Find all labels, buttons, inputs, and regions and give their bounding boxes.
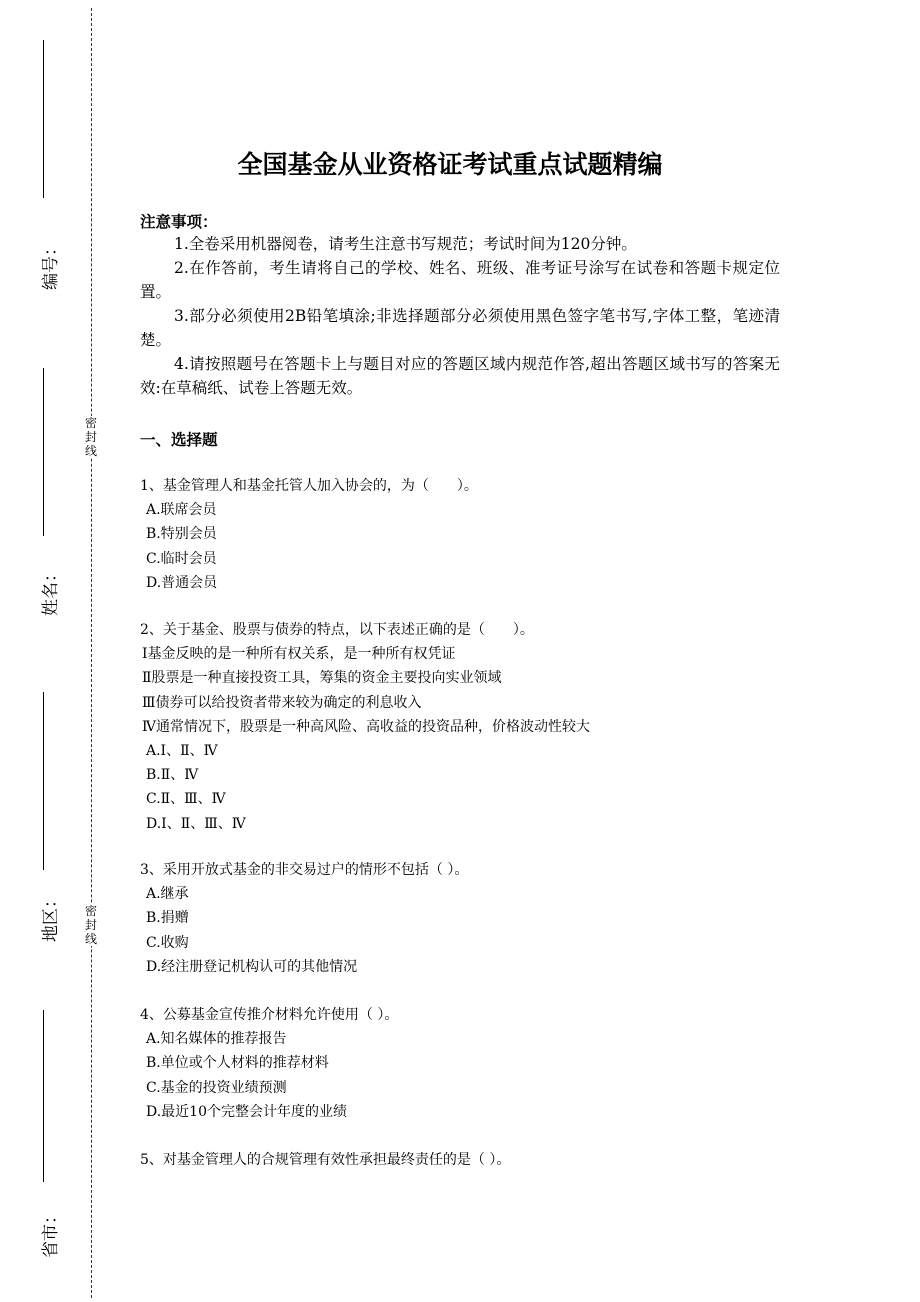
notice-item: 1.全卷采用机器阅卷，请考生注意书写规范；考试时间为120分钟。 xyxy=(174,235,637,253)
option-d: D.普通会员 xyxy=(146,574,218,591)
notice-heading: 注意事项： xyxy=(140,213,218,231)
name-label: 姓名： xyxy=(41,565,61,616)
question-3 xyxy=(140,858,468,979)
option-b: B.特别会员 xyxy=(146,526,217,543)
option-c: C.临时会员 xyxy=(146,550,217,567)
option-c: C.基金的投资业绩预测 xyxy=(146,1079,287,1096)
name-fill-line xyxy=(43,368,44,536)
serial-label: 编号： xyxy=(41,239,61,290)
statement-4: Ⅳ通常情况下，股票是一种高风险、高收益的投资品种，价格波动性较大 xyxy=(142,718,590,735)
option-b: B.捐赠 xyxy=(146,910,189,927)
seal-dashed-line xyxy=(91,8,92,1298)
notice-list xyxy=(140,232,780,400)
statement-3: Ⅲ债券可以给投资者带来较为确定的利息收入 xyxy=(142,694,422,711)
region-fill-line xyxy=(43,692,44,870)
question-stem: 3、采用开放式基金的非交易过户的情形不包括（ ）。 xyxy=(140,862,469,878)
question-1 xyxy=(140,474,478,595)
option-a: A.知名媒体的推荐报告 xyxy=(146,1031,287,1048)
seal-mark-top: 密 封 线 xyxy=(84,416,97,458)
question-stem: 1、基金管理人和基金托管人加入协会的，为（ ）。 xyxy=(140,478,478,494)
option-c: C.Ⅱ、Ⅲ、Ⅳ xyxy=(146,791,226,808)
notice-item: 3.部分必须使用2B铅笔填涂;非选择题部分必须使用黑色签字笔书写,字体工整，笔迹清楚。 xyxy=(140,307,780,349)
region-label: 地区： xyxy=(41,891,61,942)
option-a: A.Ⅰ、Ⅱ、Ⅳ xyxy=(146,743,218,760)
option-a: A.继承 xyxy=(146,886,189,903)
province-fill-line xyxy=(43,1010,44,1182)
question-5 xyxy=(140,1148,510,1172)
option-d: D.经注册登记机构认可的其他情况 xyxy=(146,958,358,975)
seal-mark-bottom: 密 封 线 xyxy=(84,904,97,946)
section-title: 一、选择题 xyxy=(140,431,218,449)
statement-2: Ⅱ股票是一种直接投资工具，筹集的资金主要投向实业领域 xyxy=(142,670,502,687)
option-d: D.最近10个完整会计年度的业绩 xyxy=(146,1103,347,1120)
page-title: 全国基金从业资格证考试重点试题精编 xyxy=(237,150,663,179)
question-stem: 2、关于基金、股票与债券的特点，以下表述正确的是（ ）。 xyxy=(140,622,534,638)
province-label: 省市： xyxy=(41,1207,61,1258)
notice-item: 4.请按照题号在答题卡上与题目对应的答题区域内规范作答,超出答题区域书写的答案无效:在草稿纸、试卷上答题无效。 xyxy=(140,355,780,397)
statement-1: Ⅰ基金反映的是一种所有权关系，是一种所有权凭证 xyxy=(142,646,456,663)
option-d: D.Ⅰ、Ⅱ、Ⅲ、Ⅳ xyxy=(146,815,246,832)
question-4 xyxy=(140,1003,398,1124)
option-c: C.收购 xyxy=(146,934,189,951)
question-stem: 4、公募基金宣传推介材料允许使用（ ）。 xyxy=(140,1007,399,1023)
option-b: B.Ⅱ、Ⅳ xyxy=(146,767,199,784)
notice-item: 2.在作答前，考生请将自己的学校、姓名、班级、准考证号涂写在试卷和答题卡规定位置。 xyxy=(140,259,780,301)
question-stem: 5、对基金管理人的合规管理有效性承担最终责任的是（ ）。 xyxy=(140,1152,511,1168)
option-a: A.联席会员 xyxy=(146,502,217,519)
option-b: B.单位或个人材料的推荐材料 xyxy=(146,1055,329,1072)
question-2 xyxy=(140,618,590,836)
